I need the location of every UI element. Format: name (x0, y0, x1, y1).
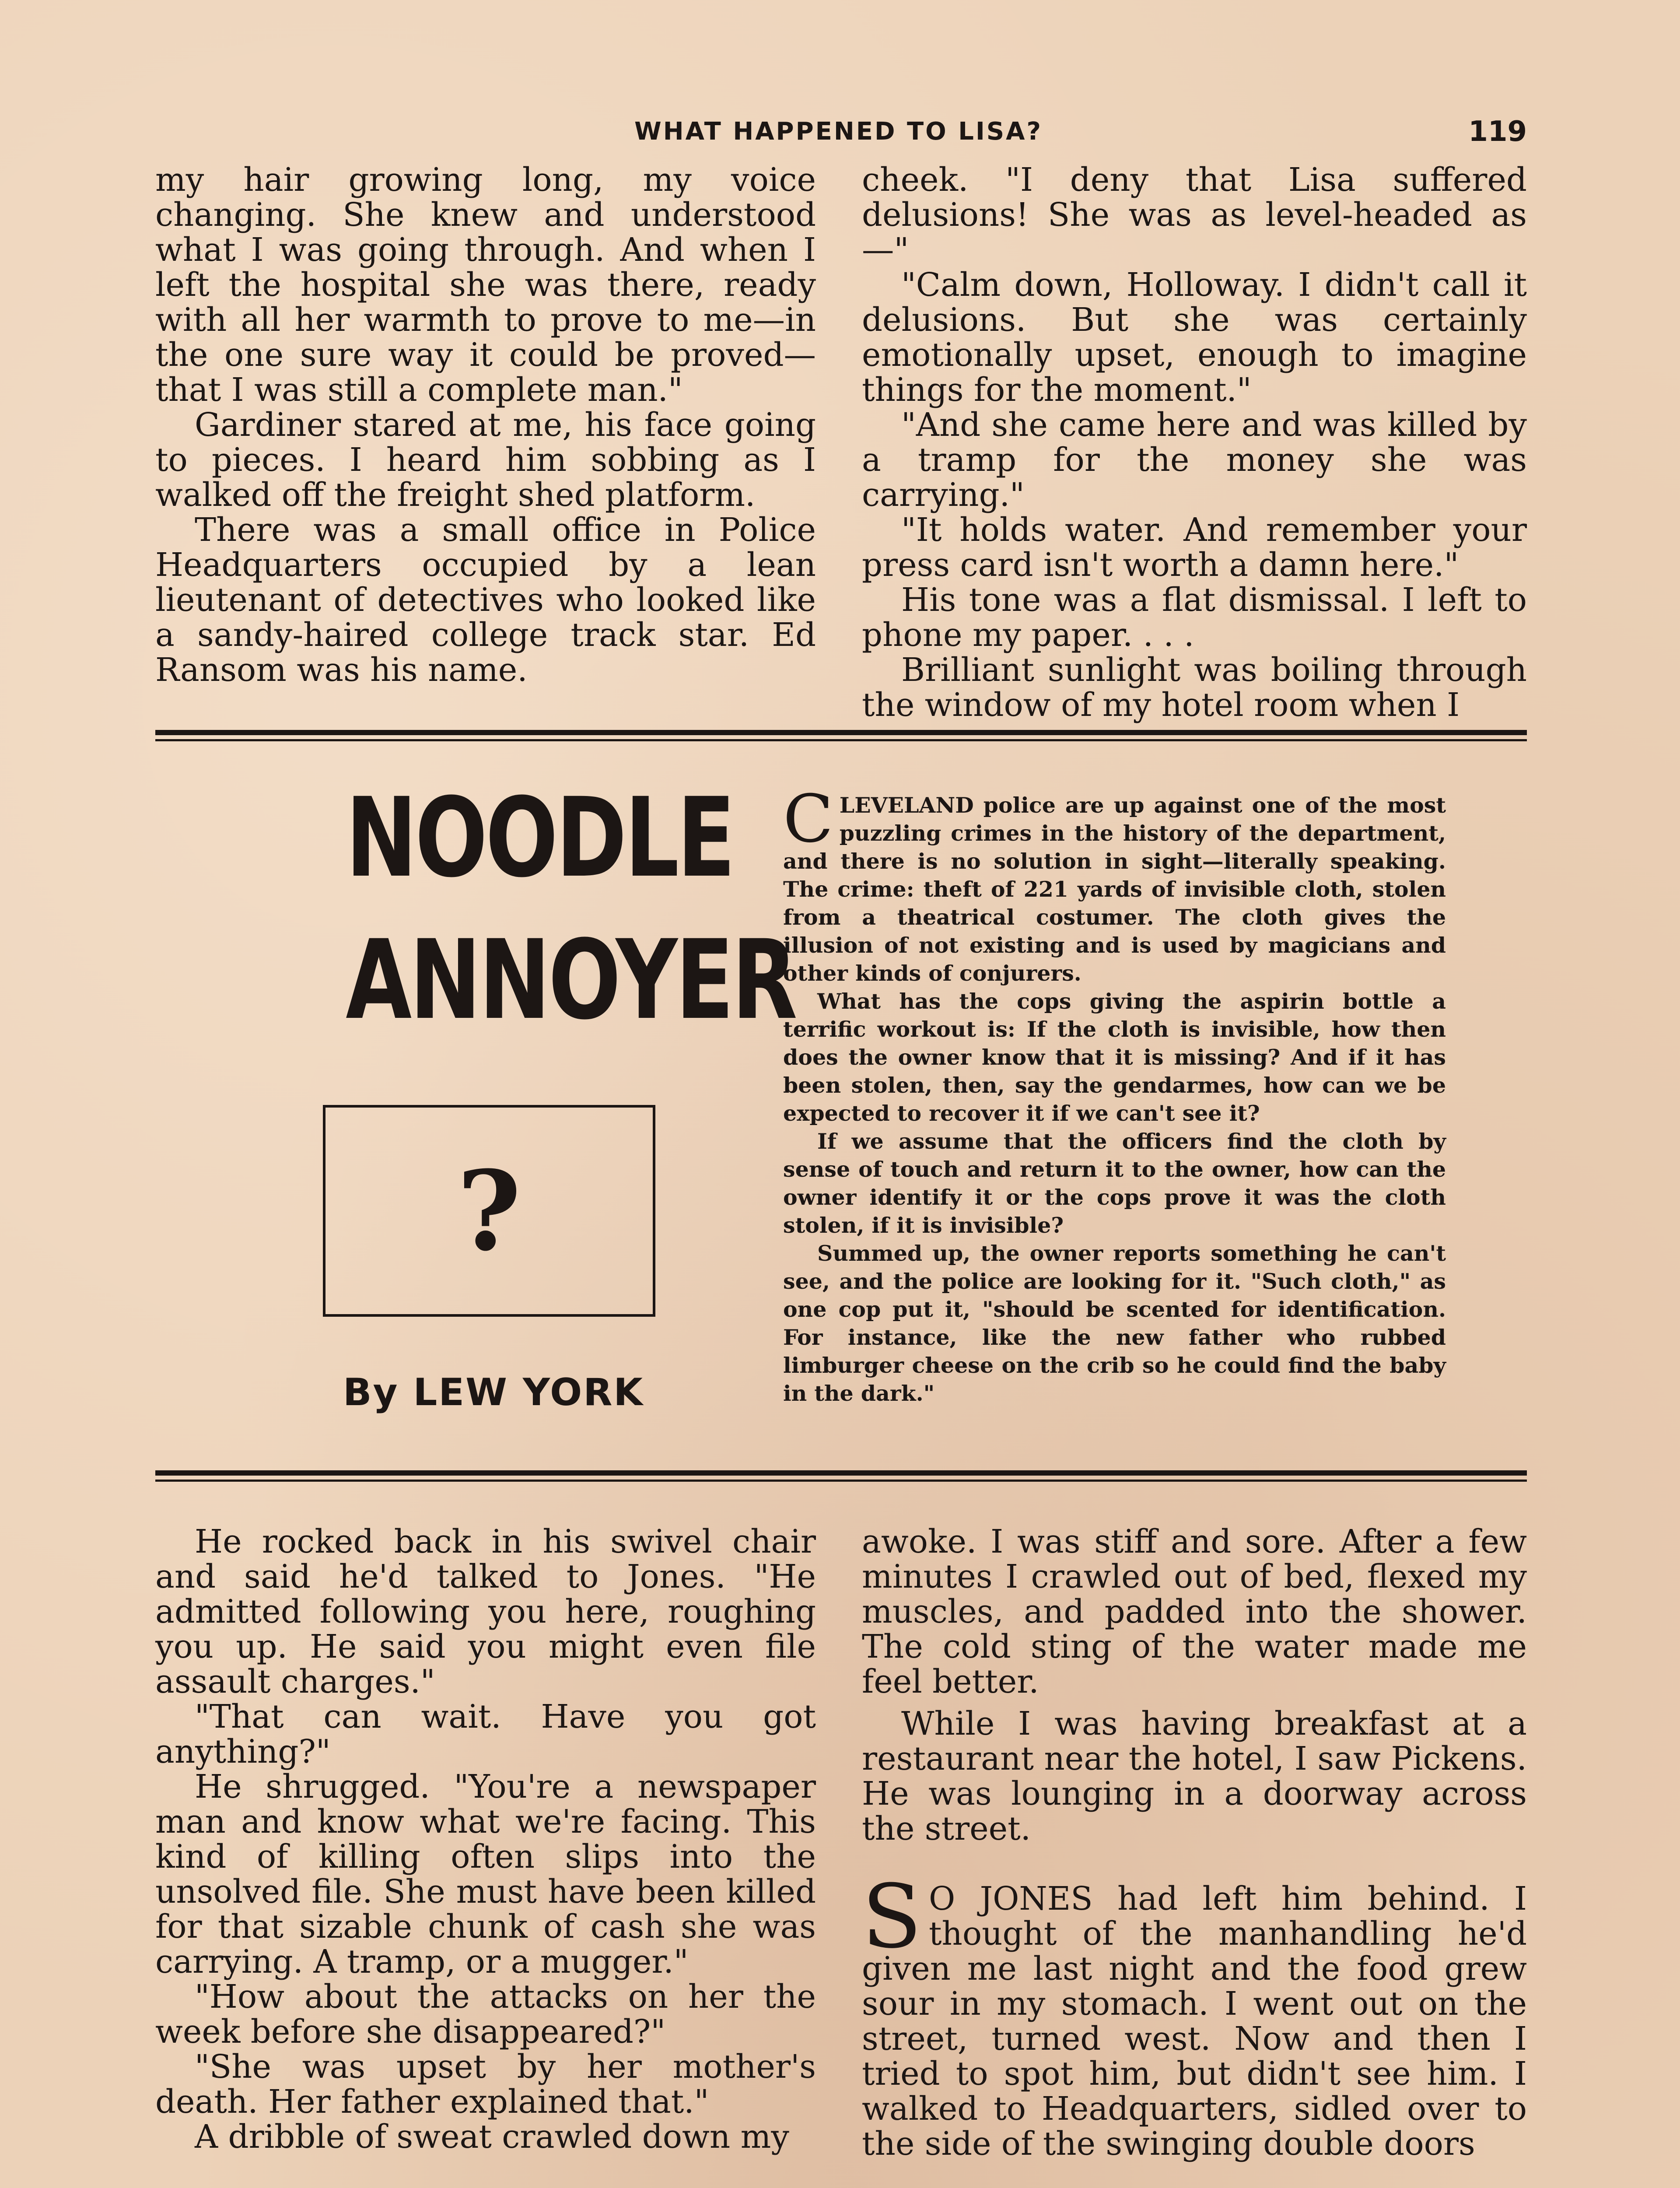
paragraph: cheek. "I deny that Lisa suffered delusions! She was as level-headed as—" (862, 161, 1527, 269)
paragraph: "And she came here and was killed by a tramp for the money she was carrying." (862, 407, 1527, 514)
paragraph: my hair growing long, my voice changing. She knew and understood what I was going through. And when I left the hospital she was there, ready with all her warmth to prove to me—in the one sure way it could be proved—that I was still a complete man." (155, 161, 816, 409)
running-title: WHAT HAPPENED TO LISA? (634, 117, 1043, 146)
top-left-column (155, 163, 816, 697)
paragraph: He rocked back in his swivel chair and said he'd talked to Jones. "He admitted following you here, roughing you up. He said you might even file assault charges." (155, 1523, 816, 1701)
paragraph: had left him behind. I thought of the manhandling he'd given me last night and the food grew sour in my stomach. I went out on the street, turned west. Now and then I tried to spot him, but didn't see him. I walked to Headquarters, sidled over to the side of the swinging double doors (862, 1880, 1527, 2163)
page-number: 119 (1468, 116, 1527, 148)
section-divider (155, 1470, 1527, 1482)
paragraph: His tone was a flat dismissal. I left to phone my paper. . . . (862, 582, 1527, 654)
paragraph: police are up against one of the most puzzling crimes in the history of the department, and there is no solution in sight—literally speaking. The crime: theft of 221 yards of invisible cloth, stolen from a theatrical costumer. The cloth gives the illusion of not existing and is used by magicians and other kinds of conjurers. (783, 792, 1446, 986)
lead-word: LEVELAND (839, 792, 974, 818)
section-break (862, 1847, 1527, 1882)
bottom-right-column (862, 1525, 1527, 2185)
paragraph: He shrugged. "You're a newspaper man and know what we're facing. This kind of killing often slips into the unsolved file. She must have been killed for that sizable chunk of cash she was carrying. A tramp, or a mugger." (155, 1768, 816, 1981)
top-right-column (862, 161, 1527, 724)
lead-words: O JONES (929, 1880, 1093, 1918)
paragraph: awoke. I was stiff and sore. After a few minutes I crawled out of bed, flexed my muscles, and padded into the shower. The cold sting of the water made me feel better. (862, 1523, 1527, 1701)
question-box (323, 1105, 655, 1317)
paragraph: "It holds water. And remember your press card isn't worth a damn here." (862, 512, 1527, 584)
paragraph: Summed up, the owner reports something he can't see, and the police are looking for it. "Such cloth," as one cop put it, "should be scented for identification. For instance, like the new father who rubbed limburger cheese on the crib so he could find the baby in the dark." (783, 1241, 1446, 1406)
paragraph: While I was having breakfast at a restaurant near the hotel, I saw Pickens. He was lounging in a doorway across the street. (862, 1705, 1527, 1848)
box-title-line2: ANNOYER (346, 916, 796, 1044)
drop-cap: C (783, 781, 833, 857)
bottom-left-column (155, 1525, 816, 2185)
paragraph: "She was upset by her mother's death. Her father explained that." (155, 2048, 816, 2121)
section-divider (155, 730, 1527, 741)
box-title-line1: NOODLE (346, 774, 734, 901)
paragraph: "Calm down, Holloway. I didn't call it delusions. But she was certainly emotionally upset, enough to imagine things for the moment." (862, 266, 1527, 409)
paragraph: "How about the attacks on her the week before she disappeared?" (155, 1978, 816, 2051)
paragraph: Brilliant sunlight was boiling through the window of my hotel room when I (862, 652, 1527, 724)
paragraph: If we assume that the officers find the cloth by sense of touch and return it to the owner, how can the owner identify it or the cops prove it was the cloth stolen, if it is invisible? (783, 1129, 1446, 1238)
drop-cap: S (862, 1866, 922, 1968)
paragraph: "That can wait. Have you got anything?" (155, 1698, 816, 1771)
filler-article (783, 781, 1446, 1407)
question-mark-icon: ? (457, 1147, 522, 1275)
paragraph: What has the cops giving the aspirin bottle a terrific workout is: If the cloth is invisible, how then does the owner know that it is missing? And if it has been stolen, then, say the gendarmes, how can we be expected to recover it if we can't see it? (783, 989, 1446, 1126)
paragraph: Gardiner stared at me, his face going to pieces. I heard him sobbing as I walked off the freight shed platform. (155, 407, 816, 514)
paragraph: There was a small office in Police Headquarters occupied by a lean lieutenant of detectives who looked like a sandy-haired college track star. Ed Ransom was his name. (155, 512, 816, 689)
paragraph: A dribble of sweat crawled down my (195, 2118, 789, 2156)
byline: By LEW YORK (343, 1371, 644, 1414)
running-header (153, 117, 1527, 152)
